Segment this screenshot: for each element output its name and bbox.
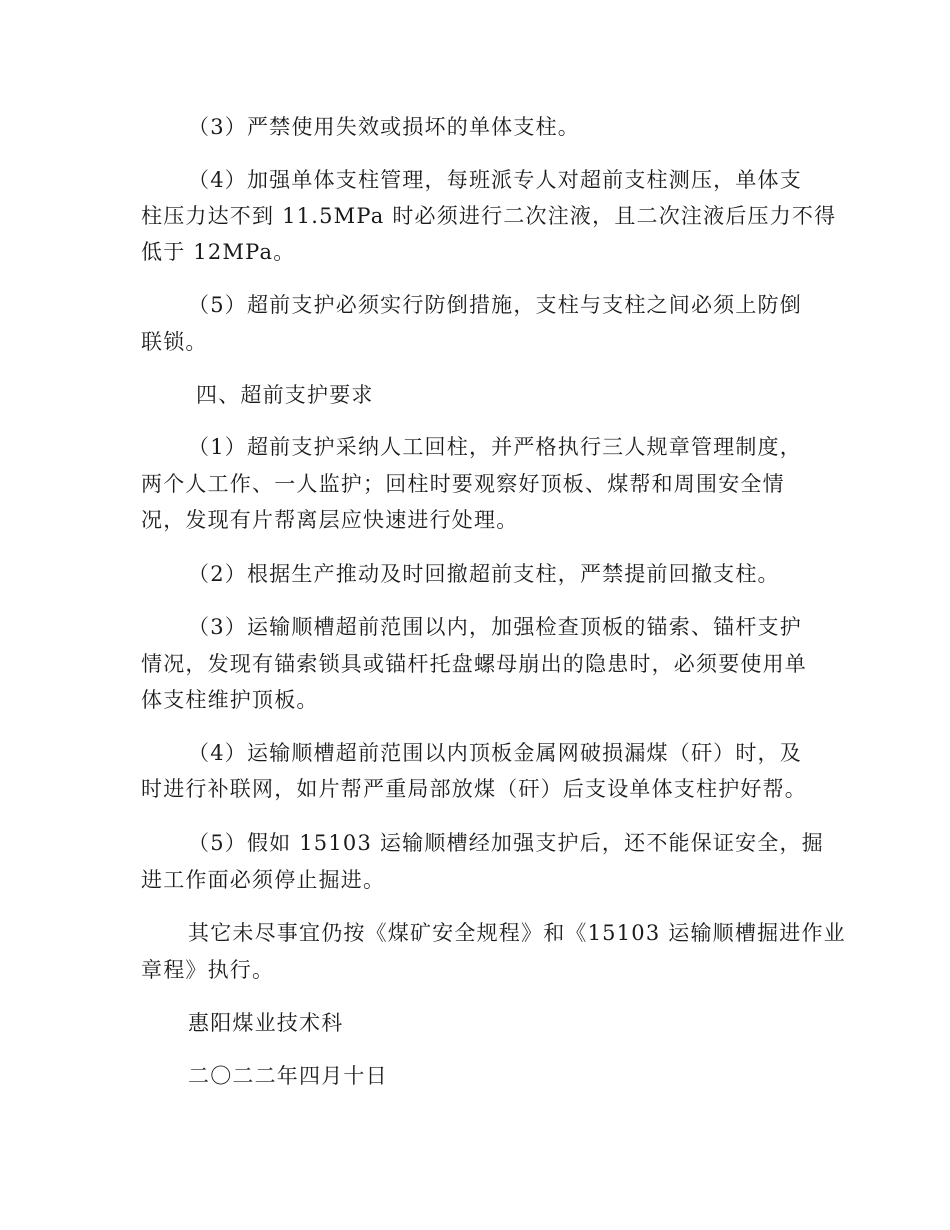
section-heading: 四、超前支护要求	[196, 383, 374, 407]
paragraph-line: 联锁。	[141, 330, 208, 354]
paragraph-line: （4）加强单体支柱管理，每班派专人对超前支柱测压，单体支	[188, 168, 802, 192]
paragraph-line: （3）运输顺槽超前范围以内，加强检查顶板的锚索、锚杆支护	[188, 615, 802, 639]
paragraph-line: （4）运输顺槽超前范围以内顶板金属网破损漏煤（矸）时，及	[188, 741, 802, 765]
paragraph-line: 两个人工作、一人监护；回柱时要观察好顶板、煤帮和周围安全情	[141, 472, 785, 496]
paragraph-line: 情况，发现有锚索锁具或锚杆托盘螺母崩出的隐患时，必须要使用单	[141, 652, 807, 676]
paragraph-line: 柱压力达不到 11.5MPa 时必须进行二次注液，且二次注液后压力不得	[141, 204, 837, 228]
paragraph-line: 其它未尽事宜仍按《煤矿安全规程》和《15103 运输顺槽掘进作业	[188, 921, 846, 945]
paragraph-line: 低于 12MPa。	[141, 240, 296, 264]
paragraph-line: （5）假如 15103 运输顺槽经加强支护后，还不能保证安全，掘	[188, 831, 824, 855]
paragraph-line: （3）严禁使用失效或损坏的单体支柱。	[188, 115, 580, 139]
paragraph-line: 体支柱维护顶板。	[141, 688, 319, 712]
paragraph-line: （1）超前支护采纳人工回柱，并严格执行三人规章管理制度，	[188, 435, 802, 459]
paragraph-line: （2）根据生产推动及时回撤超前支柱，严禁提前回撤支柱。	[188, 562, 780, 586]
paragraph-line: 进工作面必须停止掘进。	[141, 868, 386, 892]
signature-department: 惠阳煤业技术科	[188, 1011, 344, 1035]
paragraph-line: 时进行补联网，如片帮严重局部放煤（矸）后支设单体支柱护好帮。	[141, 777, 807, 801]
paragraph-line: 况，发现有片帮离层应快速进行处理。	[141, 508, 519, 532]
document-date: 二〇二二年四月十日	[188, 1064, 388, 1088]
paragraph-line: （5）超前支护必须实行防倒措施，支柱与支柱之间必须上防倒	[188, 293, 802, 317]
paragraph-line: 章程》执行。	[141, 958, 275, 982]
